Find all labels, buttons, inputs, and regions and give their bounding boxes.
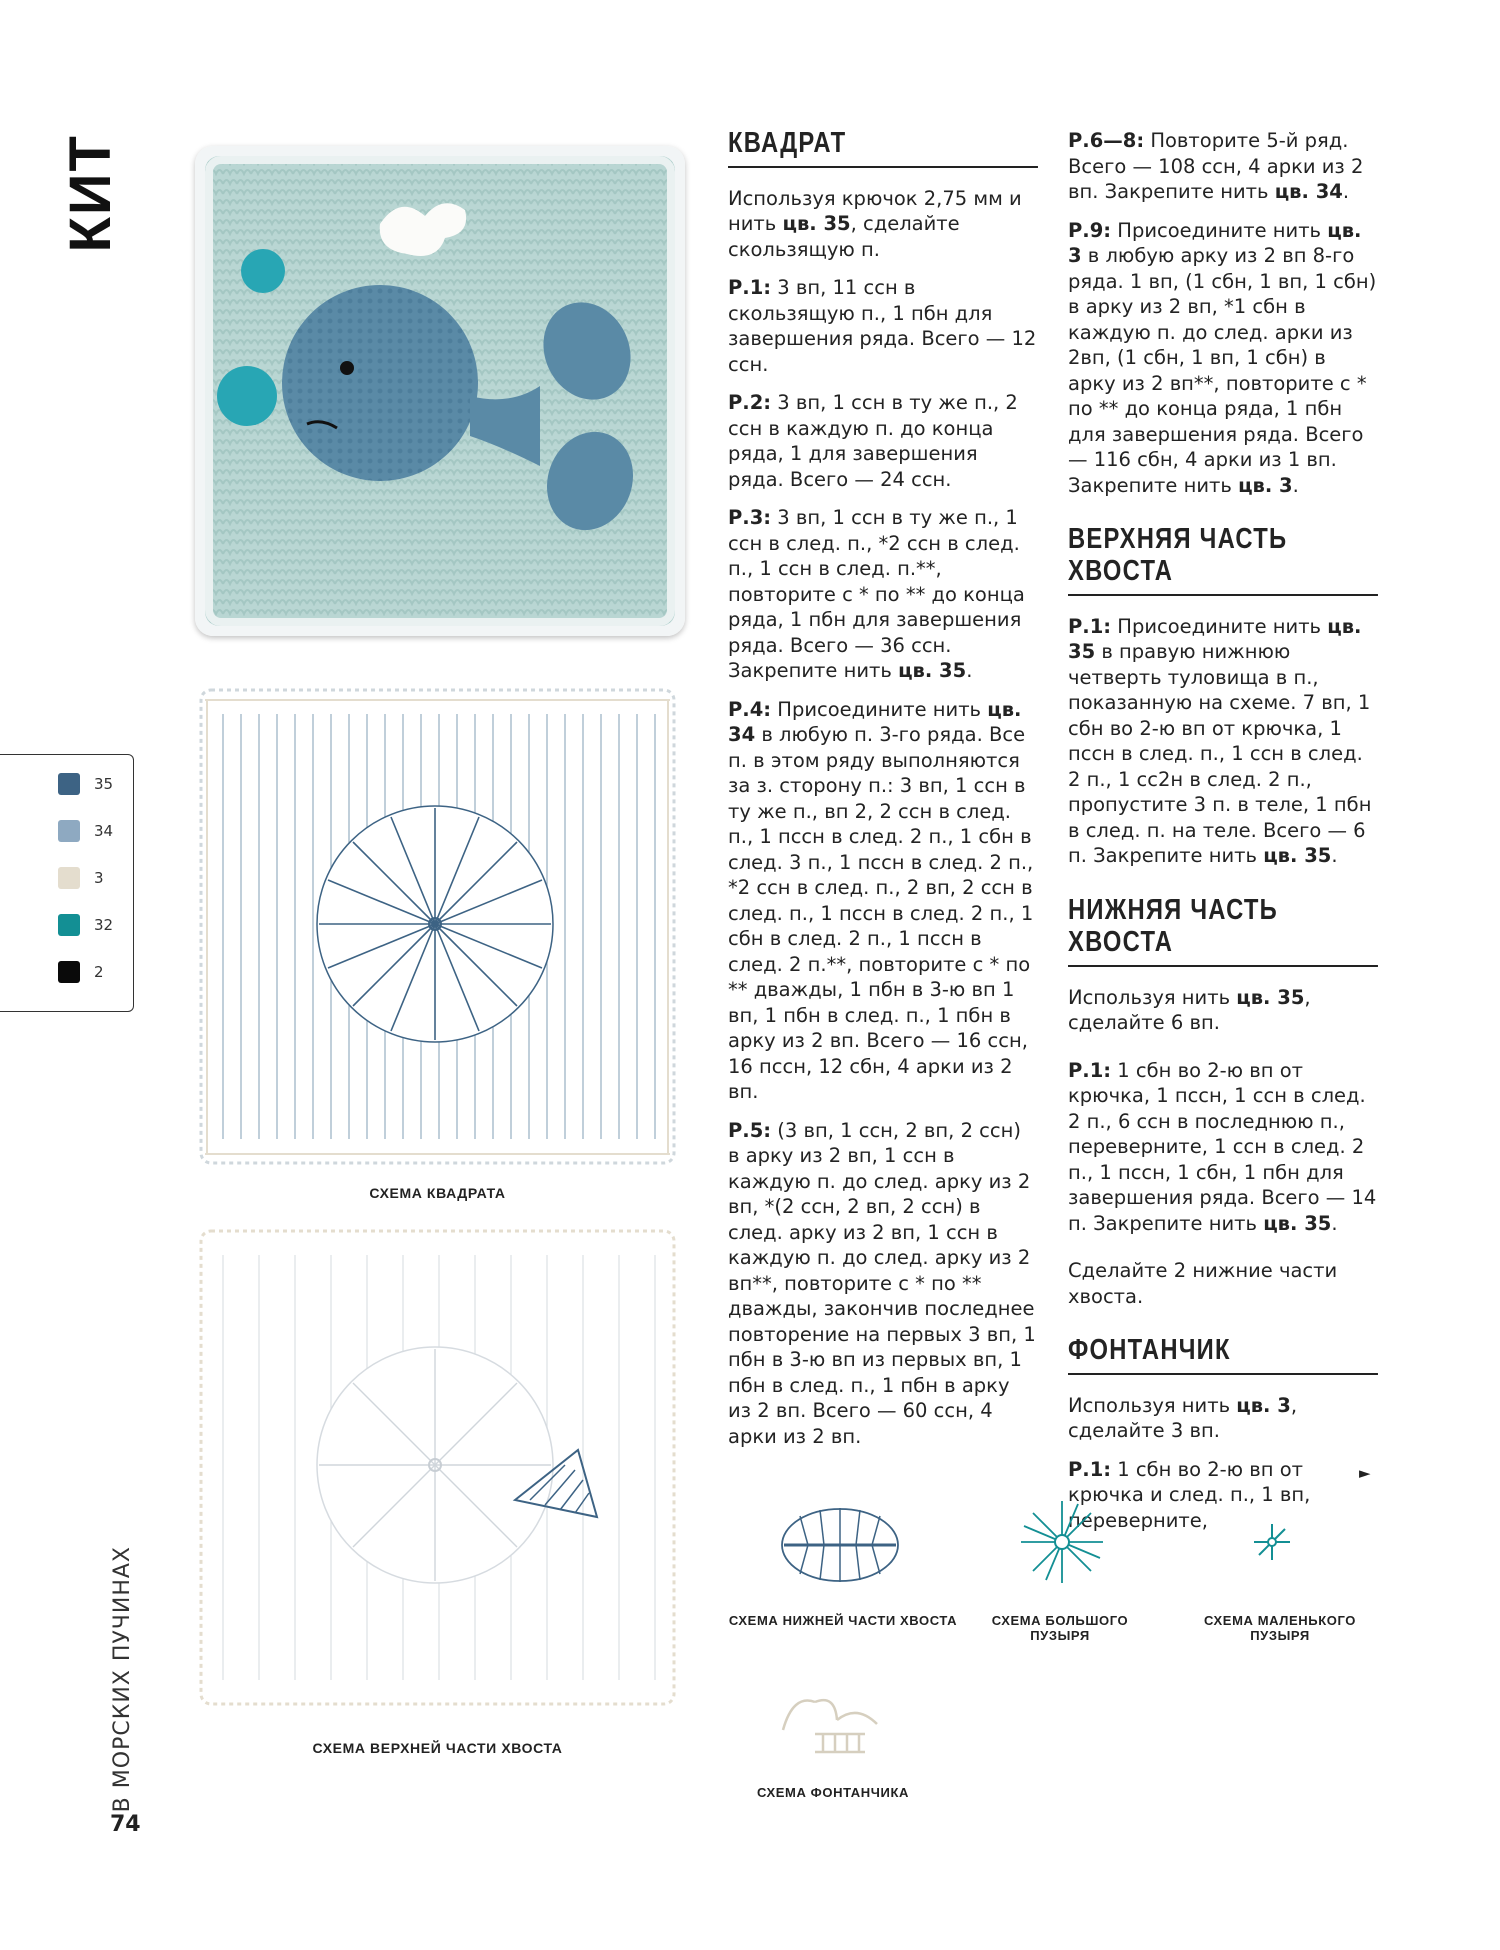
- paragraph: Используя нить цв. 3, сделайте 3 вп.: [1068, 1393, 1298, 1443]
- legend-item: [58, 914, 113, 936]
- page-number: 74: [110, 1812, 141, 1837]
- section-heading-upper-tail: ВЕРХНЯЯ ЧАСТЬ ХВОСТА: [1068, 524, 1378, 596]
- paragraph: Р.1: 3 вп, 11 ссн в скользящую п., 1 пбн для завершения ряда. Всего — 12 ссн.: [728, 276, 1037, 376]
- instructions-column-1: [728, 128, 1038, 1462]
- legend-code: 32: [94, 916, 114, 934]
- paragraph: Используя нить цв. 35, сделайте 6 вп.: [1068, 985, 1311, 1035]
- lower-tail-caption: СХЕМА НИЖНЕЙ ЧАСТИ ХВОСТА: [728, 1613, 958, 1628]
- fountain-caption: СХЕМА ФОНТАНЧИКА: [757, 1785, 909, 1800]
- section-heading-lower-tail: НИЖНЯЯ ЧАСТЬ ХВОСТА: [1068, 895, 1378, 967]
- paragraph: Р.4: Присоедините нить цв. 34 в любую п. 3-го ряда. Все п. в этом ряду выполняются за з. сторону п.: 3 вп, 1 ссн в ту же п., вп 2, 2 ссн в след. п., 1 пссн в след. 2 п., 1 сбн в след. 3 п., 1 пссн в след. 2 п., *2 ссн в след. п., 2 вп, 2 ссн в след. п., 1 пссн в след. 2 п., 1 сбн в след. 2 п., 1 пссн в след. 2 п.**, повторите с * по ** дважды, 1 пбн в 3-ю вп 1 вп, 1 пбн в след. п., 1 пбн в арку из 2 вп. Всего — 16 ссн, 16 пссн, 12 сбн, 4 арки из 2 вп.: [728, 697, 1034, 1104]
- continue-arrow-icon: ►: [1359, 1464, 1371, 1482]
- upper-tail-chart-caption: СХЕМА ВЕРХНЕЙ ЧАСТИ ХВОСТА: [312, 1740, 563, 1756]
- legend-item: [58, 820, 113, 842]
- page-title: КИТ: [58, 134, 123, 253]
- color-swatch: [58, 867, 80, 889]
- section-heading-fountain: ФОНТАНЧИК: [1068, 1335, 1378, 1375]
- section-heading-square: КВАДРАТ: [728, 128, 1038, 168]
- color-swatch: [58, 961, 80, 983]
- color-swatch: [58, 820, 80, 842]
- paragraph: Р.1: 1 сбн во 2-ю вп от крючка, 1 пссн, 1 ссн в след. 2 п., 6 ссн в последнюю п., переверните, 1 ссн в след. 2 п., 1 пссн, 1 сбн, 1 пбн для завершения ряда. Всего — 14 п. Закрепите нить цв. 35.: [1068, 1058, 1377, 1235]
- paragraph: Р.2: 3 вп, 1 ссн в ту же п., 2 ссн в каждую п. до конца ряда, 1 для завершения ряда. Всего — 24 ссн.: [728, 391, 1018, 491]
- legend-item: [58, 867, 104, 889]
- small-bubble-diagram: [1250, 1520, 1295, 1565]
- instructions-column-2: [1068, 128, 1378, 1546]
- square-chart-caption: СХЕМА КВАДРАТА: [369, 1185, 506, 1201]
- upper-tail-chart-diagram: [195, 1225, 680, 1710]
- paragraph: Используя крючок 2,75 мм и нить цв. 35, сделайте скользящую п.: [728, 186, 1022, 261]
- color-swatch: [58, 773, 80, 795]
- paragraph: Р.6—8: Повторите 5-й ряд. Всего — 108 ссн, 4 арки из 2 вп. Закрепите нить цв. 34.: [1068, 129, 1364, 203]
- paragraph: Сделайте 2 нижние части хвоста.: [1068, 1259, 1338, 1308]
- legend-code: 35: [94, 775, 114, 793]
- legend-item: [58, 961, 104, 983]
- legend-code: 34: [94, 822, 114, 840]
- paragraph: Р.1: 1 сбн во 2-ю вп от крючка и след. п., 1 вп, переверните,: [1068, 1457, 1311, 1532]
- lower-tail-diagram: [778, 1500, 908, 1590]
- legend-code: 2: [94, 963, 104, 981]
- fountain-diagram: [775, 1690, 890, 1765]
- big-bubble-diagram: [1015, 1495, 1110, 1590]
- whale-square-photo: [195, 146, 685, 636]
- big-bubble-caption: СХЕМА БОЛЬШОГО ПУЗЫРЯ: [991, 1613, 1129, 1643]
- legend-code: 3: [94, 869, 104, 887]
- paragraph: Р.3: 3 вп, 1 ссн в ту же п., 1 ссн в след. п., *2 ссн в след. п., 1 ссн в след. п.**, повторите с * по ** до конца ряда, 1 пбн для завершения ряда. Всего — 36 ссн. Закрепите нить цв. 35.: [728, 506, 1025, 683]
- square-chart-diagram: [195, 684, 680, 1169]
- small-bubble-caption: СХЕМА МАЛЕНЬКОГО ПУЗЫРЯ: [1204, 1613, 1356, 1643]
- color-swatch: [58, 914, 80, 936]
- legend-item: [58, 773, 113, 795]
- color-legend: [0, 754, 134, 1012]
- paragraph: Р.5: (3 вп, 1 ссн, 2 вп, 2 ссн) в арку из 2 вп, 1 ссн в каждую п. до след. арку из 2 вп, *(2 ссн, 2 вп, 2 ссн) в след. арку из 2 вп, 1 ссн в каждую п. до след. арку из 2 вп**, повторите с * по ** дважды, закончив последнее повторение на первых 3 вп, 1 пбн в 3-ю вп из первых вп, 1 пбн в след. п., 1 пбн в арку из 2 вп. Всего — 60 ссн, 4 арки из 2 вп.: [728, 1118, 1036, 1448]
- section-name: В МОРСКИХ ПУЧИНАХ: [110, 1546, 135, 1813]
- paragraph: Р.1: Присоедините нить цв. 35 в правую нижнюю четверть туловища в п., показанную на схеме. 7 вп, 1 сбн во 2-ю вп от крючка, 1 пссн в след. п., 1 ссн в след. 2 п., 1 сс2н в след. 2 п., пропустите 3 п. в теле, 1 пбн в след. п. на теле. Всего — 6 п. Закрепите нить цв. 35.: [1068, 614, 1372, 868]
- paragraph: Р.9: Присоедините нить цв. 3 в любую арку из 2 вп 8-го ряда. 1 вп, (1 сбн, 1 вп, 1 сбн) в арку из 2 вп, *1 сбн в каждую п. до след. арки из 2вп, (1 сбн, 1 вп, 1 сбн) в арку из 2 вп**, повторите с * по ** до конца ряда, 1 пбн для завершения ряда. Всего — 116 сбн, 4 арки из 1 вп. Закрепите нить цв. 3.: [1068, 218, 1377, 497]
